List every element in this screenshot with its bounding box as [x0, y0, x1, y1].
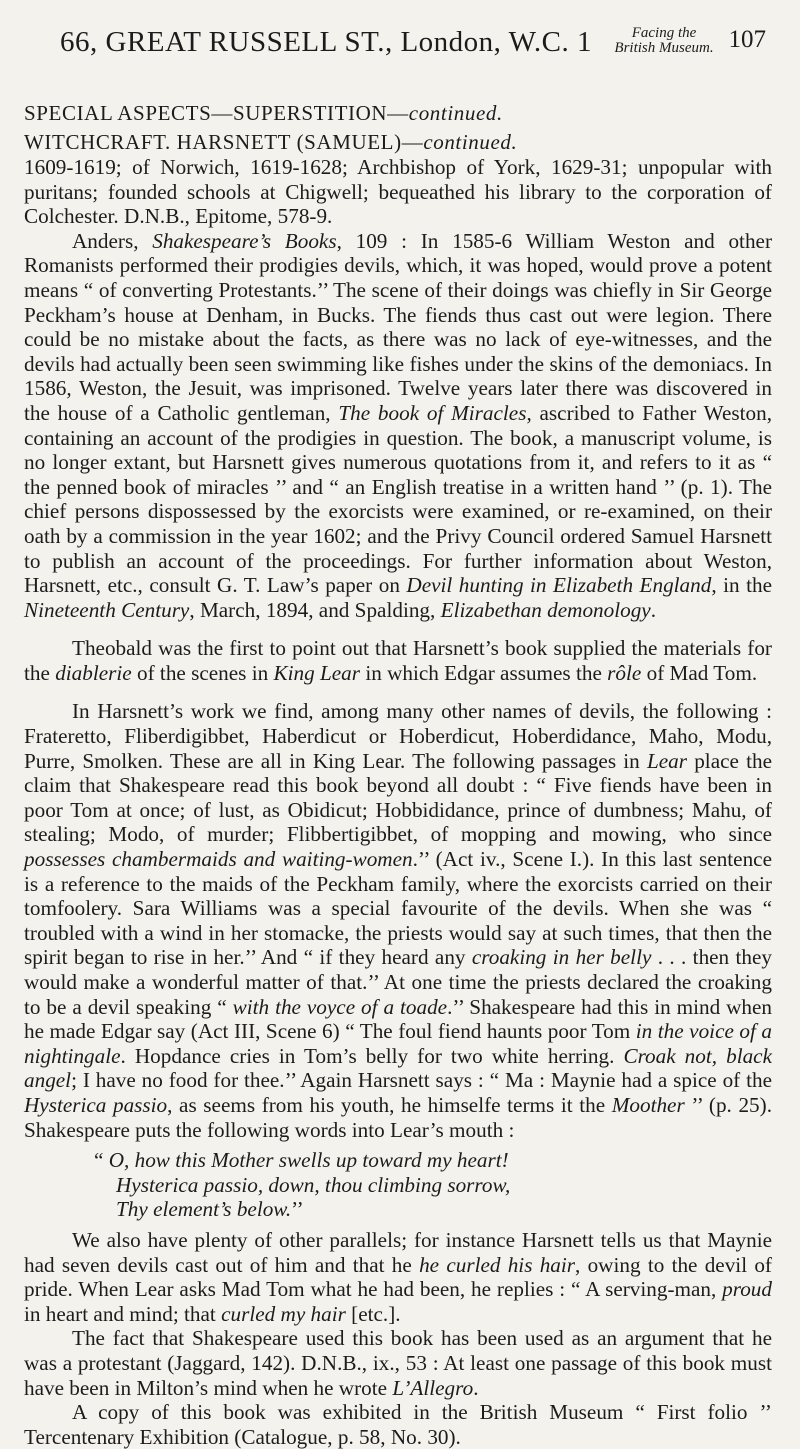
p5-text: We also have plenty of other parallels; for instance Harsnett tells us that Maynie had seven devils cast out of him and that he	[24, 1227, 772, 1277]
p4-text: . Hopdance cries in Tom’s belly for two white herring.	[120, 1043, 624, 1068]
section-continued: continued.	[408, 101, 503, 125]
p3-italic: King Lear	[273, 660, 361, 685]
p5-text: , owing to the devil of pride. When Lear asks Mad Tom what he had been, he replies : “ A serving-man,	[24, 1252, 772, 1302]
p4-text: place the claim that Shakespeare read this book beyond all doubt : “ Five fiends have been in poor Tom at once; of lust, as Obidicut; Hobbididance, prince of dumbness; Mahu, of stealing; Modo, of murder; Flibbertigibbet, of mopping and mowing, who since	[24, 748, 773, 847]
publisher-address: 66, GREAT RUSSELL ST., London, W.C. 1	[60, 26, 592, 58]
p3-italic: rôle	[607, 660, 642, 685]
article-continued: continued.	[423, 130, 518, 154]
quote-mark: “	[94, 1148, 109, 1173]
quote-line-1	[94, 1148, 772, 1173]
p4-italic: croaking in her belly	[471, 945, 652, 970]
p3-text: in which Edgar assumes the	[360, 660, 608, 685]
running-head	[24, 22, 772, 68]
p2-text: , 109 : In 1585-6 William Weston and other Romanists performed their prodigies devils, which, it was hoped, would prove a potent means “ of converting Protestants.’’ The scene of their doings was chiefly in Sir George Peckham’s house at Denham, in Bucks. The fiends thus cast out were legion. There could be no mistake about the facts, as there was no lack of eye-witnesses, and the devils had actually been seen swimming like fishes under the skins of the demoniacs. In 1586, Weston, the Jesuit, was imprisoned. Twelve years later there was discovered in the house of a Catholic gentleman,	[24, 228, 772, 425]
p2-italic-title: Elizabethan demonology	[440, 597, 651, 622]
p4-text: .’’ Shakespeare had this in mind when he made Edgar say (Act III, Scene 6) “ The foul fiend haunts poor Tom	[24, 994, 773, 1044]
paragraph-5	[24, 1228, 772, 1326]
p5-italic: he curled his hair	[419, 1252, 576, 1277]
paragraph-6	[24, 1326, 772, 1400]
facing-note-line-2: British Museum.	[614, 40, 714, 56]
p2-italic-title: Nineteenth Century	[24, 597, 190, 622]
page-number: 107	[728, 26, 766, 53]
p2-text: , ascribed to Father Weston, containing an account of the prodigies in question. The book, a manuscript volume, is no longer extant, but Harsnett gives numerous quotations from it, and refers to it as “ the penned book of miracles ’’ and “ an English treatise in a written hand ’’ (p. 1). The chief persons dispossessed by the exorcists were examined, or re-examined, on their oath by a commission in the year 1602; and the Privy Council ordered Samuel Harsnett to publish an account of the proceedings. For further information about Weston, Harsnett, etc., consult G. T. Law’s paper on	[24, 400, 772, 598]
facing-note	[599, 26, 729, 56]
p6-italic: L’Allegro	[392, 1375, 474, 1400]
p2-italic-title: The book of Miracles	[338, 400, 527, 425]
p2-text: .	[650, 597, 656, 622]
p2-italic-title: Devil hunting in Elizabeth England	[406, 573, 712, 598]
p6-text: .	[473, 1375, 479, 1400]
paragraph-7: A copy of this book was exhibited in the British Museum “ First folio ’’ Tercentenary Exhibition (Catalogue, p. 58, No. 30).	[24, 1400, 772, 1449]
p5-text: in heart and mind; that	[24, 1301, 222, 1326]
article-heading	[24, 129, 772, 155]
p4-text: , as seems from his youth, he himselfe terms it the	[167, 1092, 612, 1117]
p5-text: [etc.].	[345, 1301, 401, 1326]
p4-text: ; I have no food for thee.’’ Again Harsnett says : “ Ma : Maynie had a spice of the	[71, 1068, 772, 1093]
p5-italic: proud	[722, 1277, 772, 1302]
p5-italic: curled my hair	[221, 1301, 346, 1326]
section-heading	[24, 100, 772, 126]
p4-italic: possesses chambermaids and waiting-women	[24, 847, 413, 872]
paragraph-1: 1609-1619; of Norwich, 1619-1628; Archbishop of York, 1629-31; unpopular with puritans; founded schools at Chigwell; bequeathed his library to the corporation of Colchester. D.N.B., Epitome, 578-9.	[24, 155, 772, 229]
p3-italic: diablerie	[55, 660, 132, 685]
p3-text: Theobald was the first to point out that Harsnett’s book supplied the materials for the	[24, 636, 772, 685]
quote-text: Thy element’s below.	[116, 1197, 292, 1222]
paragraph-4	[24, 699, 772, 1142]
p2-text: , in the	[711, 573, 772, 598]
paragraph-2	[24, 229, 772, 623]
p4-italic: Hysterica passio	[24, 1092, 168, 1117]
p4-italic: Lear	[646, 748, 687, 773]
facing-note-line-1: Facing the	[631, 25, 697, 41]
paragraph-3	[24, 636, 772, 685]
p3-text: of the scenes in	[131, 660, 274, 685]
quote-mark: ’’	[291, 1197, 304, 1222]
p4-italic: Moother	[611, 1092, 685, 1117]
p4-text: . . . then they would make a wonderful matter of that.’’ At one time the priests declared the croaking to be a devil speaking “	[24, 945, 772, 1019]
quote-line-2: Hysterica passio, down, thou climbing sorrow,	[116, 1172, 511, 1197]
article-title: WITCHCRAFT. HARSNETT (SAMUEL)—	[24, 130, 424, 154]
p4-italic: with the voyce of a toade	[232, 994, 448, 1019]
section-title: SPECIAL ASPECTS—SUPERSTITION—	[24, 101, 409, 125]
quote-line-3	[94, 1197, 772, 1222]
p4-italic: Croak not, black angel	[24, 1043, 772, 1093]
p6-text: The fact that Shakespeare used this book has been used as an argument that he was a protestant (Jaggard, 142). D.N.B., ix., 53 : At least one passage of this book must have been in Milton’s mind when he wrote	[24, 1326, 772, 1400]
p2-text: Anders,	[72, 228, 153, 253]
quote-text: O, how this Mother swells up toward my heart!	[108, 1148, 509, 1173]
p4-text: ’’ (p. 25). Shakespeare puts the following words into Lear’s mouth :	[24, 1092, 772, 1142]
p4-text: .’’ (Act iv., Scene I.). In this last sentence is a reference to the maids of the Peckham family, where the exorcists carried on their tomfoolery. Sara Williams was a special favourite of the devils. When she was “ troubled with a wind in her stomacke, the priests would say at such times, that then the spirit began to rise in her.’’ And “ if they heard any	[24, 847, 772, 970]
p4-text: In Harsnett’s work we find, among many other names of devils, the following : Frateretto, Fliberdigibbet, Haberdicut or Hoberdicut, Hoberdidance, Maho, Modu, Purre, Smolken. These are all in King Lear. The following passages in	[24, 699, 772, 773]
lear-quotation	[94, 1148, 772, 1222]
p2-italic-title: Shakespeare’s Books	[152, 228, 337, 253]
p4-italic: in the voice of a nightingale	[24, 1019, 772, 1068]
p3-text: of Mad Tom.	[641, 660, 758, 685]
p2-text: , March, 1894, and Spalding,	[189, 597, 441, 622]
